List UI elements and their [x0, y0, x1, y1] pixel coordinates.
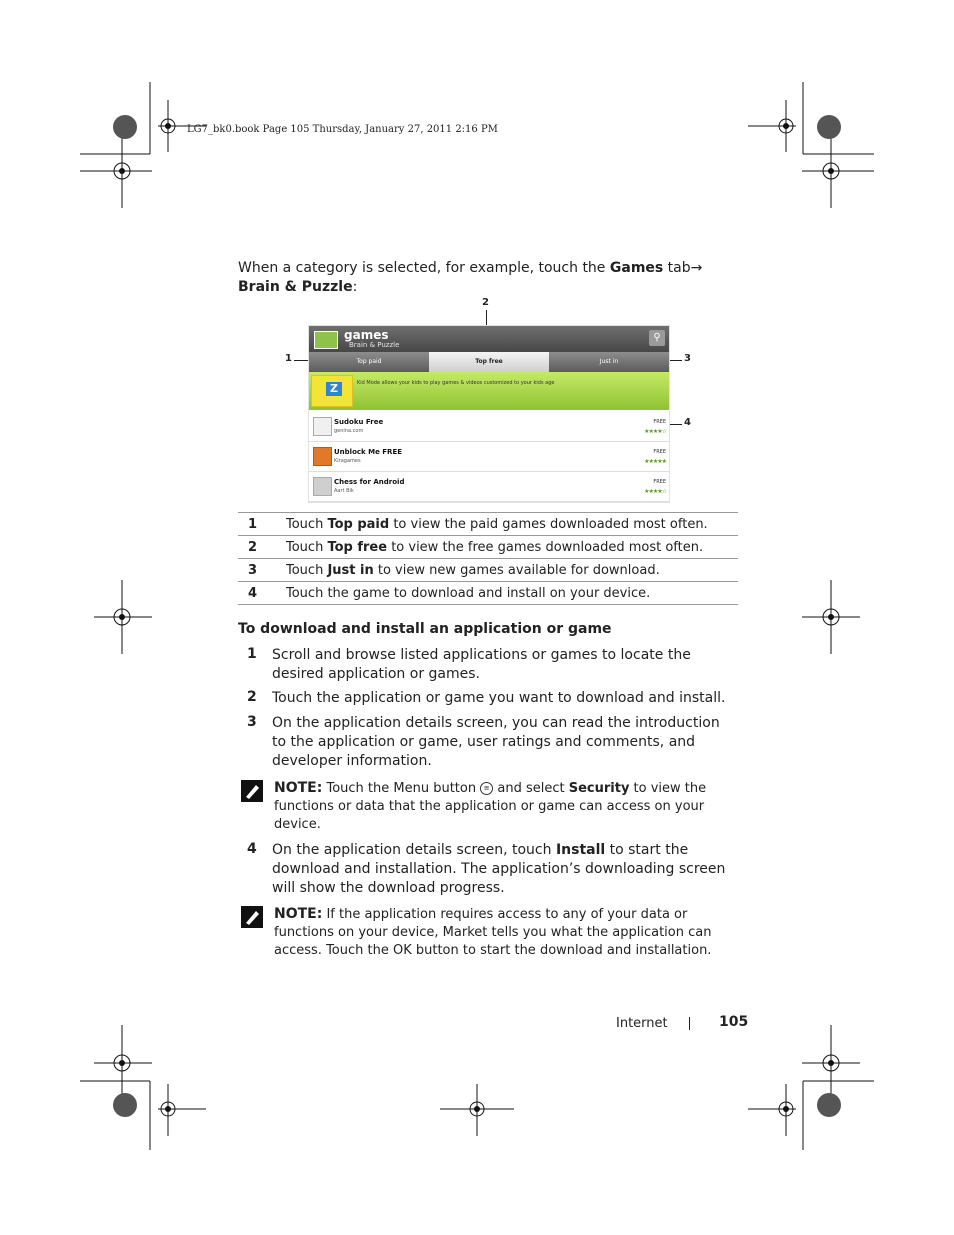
app-name: Chess for Android: [334, 478, 405, 486]
market-screenshot: [308, 325, 670, 503]
app-developer: genina.com: [334, 428, 364, 434]
footer-section-name: Internet: [616, 1016, 668, 1031]
app-price: FREE: [653, 449, 666, 455]
callout-4: 4: [684, 417, 691, 428]
step-text: On the application details screen, you can read the introduction to the application or game, user ratings and comments, and developer information.: [272, 715, 720, 769]
market-title: games: [344, 328, 389, 342]
search-icon[interactable]: ⚲: [649, 330, 665, 346]
sudoku-app-icon: [313, 417, 332, 436]
market-tab-bar: [309, 352, 669, 372]
table-row: [238, 513, 738, 536]
callout-table: [238, 512, 738, 605]
step-number: 4: [247, 841, 257, 857]
featured-banner[interactable]: [309, 372, 669, 410]
app-name: Sudoku Free: [334, 418, 384, 426]
chess-app-icon: [313, 477, 332, 496]
callout-1: 1: [285, 353, 292, 364]
callout-description: Touch Top paid to view the paid games downloaded most often.: [286, 513, 738, 536]
table-row: [238, 582, 738, 605]
step-number: 2: [247, 689, 257, 705]
callout-description: Touch the game to download and install on your device.: [286, 582, 738, 605]
callout-description: Touch Top free to view the free games downloaded most often.: [286, 536, 738, 559]
market-subtitle: Brain & Puzzle: [349, 341, 400, 349]
app-price: FREE: [653, 479, 666, 485]
callout-number: 2: [238, 536, 286, 559]
note-pencil-icon: [241, 906, 263, 928]
note-2: NOTE: If the application requires access to any of your data or functions on your device, Market tells you what the application can access. Touch the OK button to start the download and installation.: [274, 906, 712, 958]
star-rating-icon: ★★★★☆: [644, 488, 666, 495]
market-title-bar: [309, 326, 669, 352]
page-number: 105: [719, 1014, 749, 1030]
games-logo-icon: [314, 331, 338, 349]
step-text: On the application details screen, touch Install to start the download and installation. The application’s downloading screen will show the download progress.: [272, 842, 726, 896]
step-number: 1: [247, 646, 257, 662]
footer-divider: [689, 1017, 690, 1030]
unblock-app-icon: [313, 447, 332, 466]
app-list-item[interactable]: [309, 472, 669, 502]
note-pencil-icon: [241, 780, 263, 802]
app-price: FREE: [653, 419, 666, 425]
app-developer: Aart Bik: [334, 488, 354, 494]
callout-number: 1: [238, 513, 286, 536]
step-text: Touch the application or game you want to download and install.: [272, 690, 726, 706]
tab-top-free[interactable]: Top free: [429, 352, 549, 372]
procedure-heading: To download and install an application or game: [238, 621, 612, 637]
kid-mode-icon: [311, 375, 353, 407]
games-tab-ref: Games: [609, 260, 664, 276]
callout-number: 4: [238, 582, 286, 605]
app-list-item[interactable]: [309, 442, 669, 472]
step-text: Scroll and browse listed applications or games to locate the desired application or games.: [272, 647, 691, 682]
table-row: [238, 536, 738, 559]
app-developer: Kiragames: [334, 458, 361, 464]
app-name: Unblock Me FREE: [334, 448, 403, 456]
star-rating-icon: ★★★★☆: [644, 428, 666, 435]
brain-puzzle-ref: Brain & Puzzle: [238, 279, 353, 295]
app-list-item[interactable]: [309, 412, 669, 442]
kid-mode-letter: Z: [326, 382, 342, 396]
callout-number: 3: [238, 559, 286, 582]
star-rating-icon: ★★★★★: [644, 458, 666, 465]
note-1: NOTE: Touch the Menu button ≡ and select Security to view the functions or data that the application or game can access on your device.: [274, 780, 707, 832]
tab-top-paid[interactable]: Top paid: [356, 358, 382, 365]
callout-3: 3: [684, 353, 691, 364]
book-header-line: LG7_bk0.book Page 105 Thursday, January 27, 2011 2:16 PM: [187, 124, 498, 135]
callout-description: Touch Just in to view new games available for download.: [286, 559, 738, 582]
banner-text: Kid Mode allows your kids to play games & videos customized to your kids age: [357, 380, 555, 386]
menu-button-icon: ≡: [480, 782, 493, 795]
callout-2: 2: [482, 297, 489, 308]
step-number: 3: [247, 714, 257, 730]
intro-paragraph: When a category is selected, for example, touch the Games tab→ Brain & Puzzle:: [238, 260, 703, 295]
tab-just-in[interactable]: Just in: [599, 358, 619, 365]
table-row: [238, 559, 738, 582]
